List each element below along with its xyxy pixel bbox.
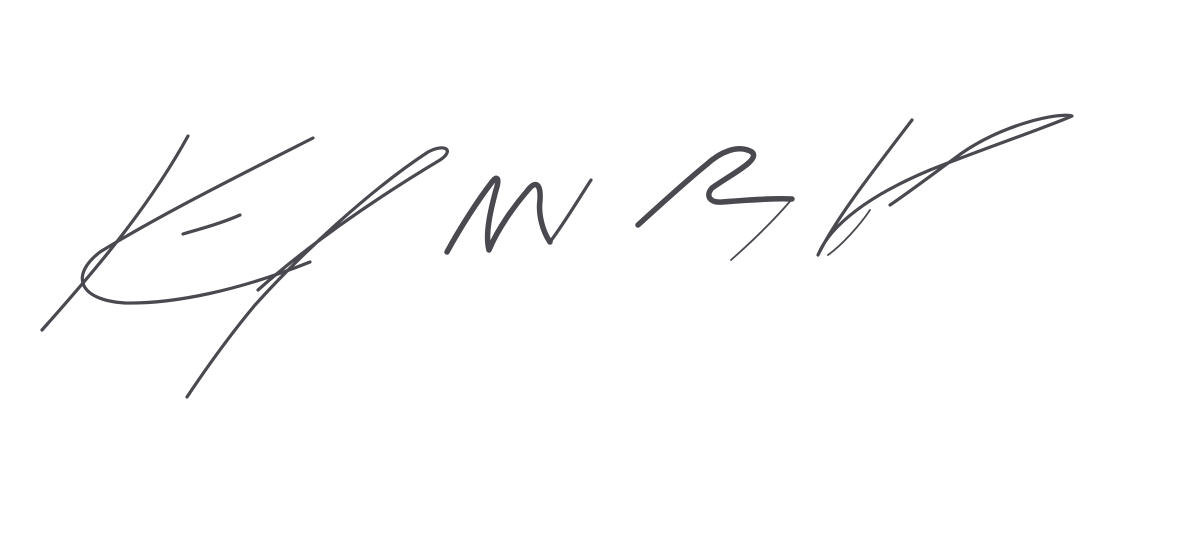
signature-stroke-m bbox=[447, 178, 550, 252]
signature-stroke-k-bar bbox=[183, 215, 240, 234]
signature-stroke-f-loop bbox=[187, 148, 447, 397]
signature-stroke-m-finish bbox=[550, 180, 591, 242]
signature-stroke-r bbox=[638, 149, 792, 225]
signature-stroke-r-tail bbox=[731, 199, 792, 260]
signature-stroke-h-loop bbox=[818, 115, 1072, 255]
